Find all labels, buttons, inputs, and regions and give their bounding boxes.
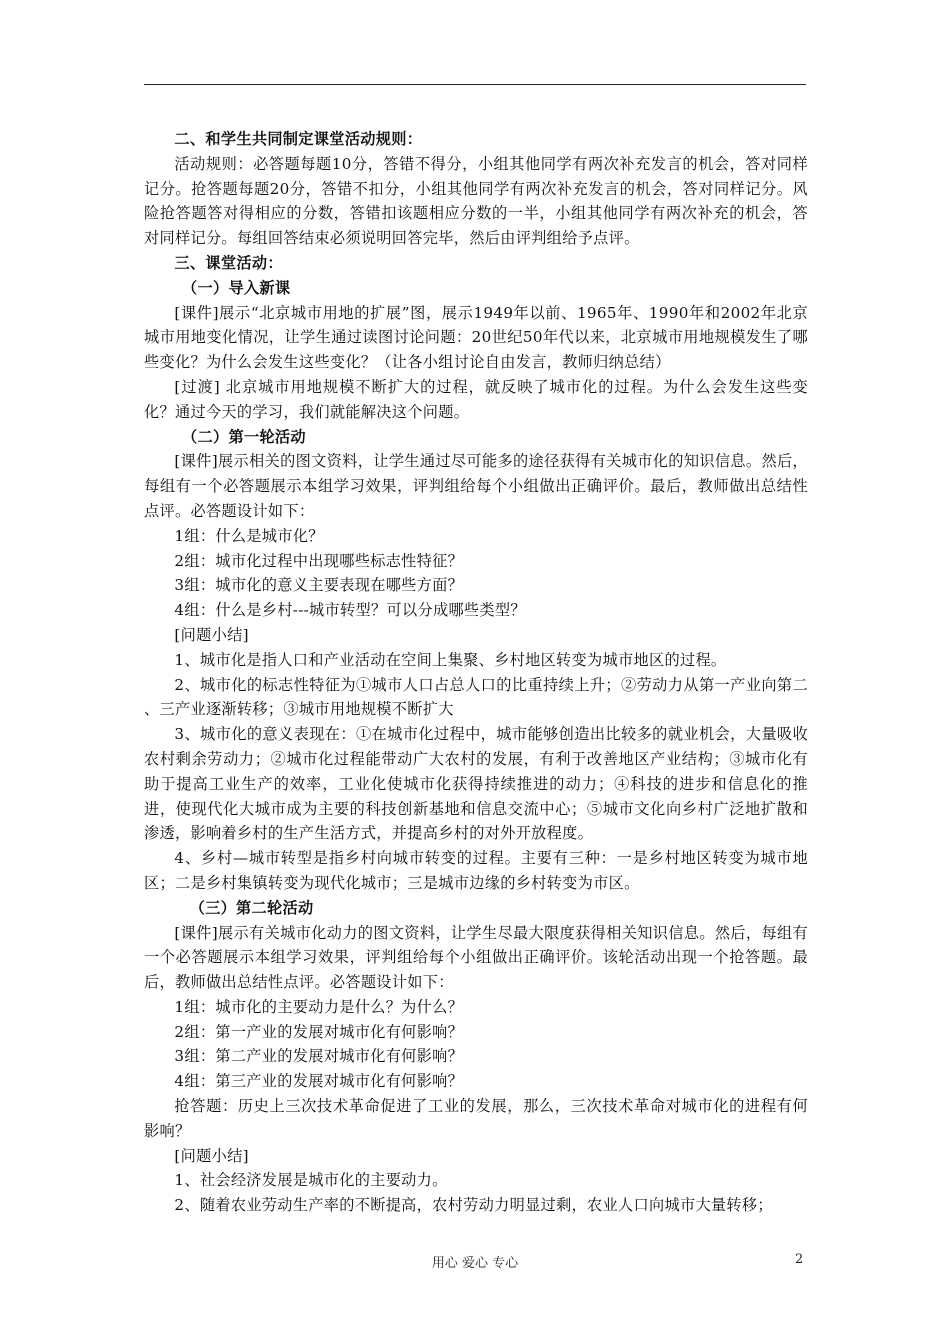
intro-paragraph-2: [过渡] 北京城市用地规模不断扩大的过程，就反映了城市化的过程。为什么会发生这些变化？通过今天的学习，我们就能解决这个问题。 <box>144 377 808 421</box>
round1-question-4: 4组：什么是乡村---城市转型？可以分成哪些类型？ <box>174 601 526 620</box>
round2-paragraph: [课件]展示有关城市化动力的图文资料，让学生尽最大限度获得相关知识信息。然后，每组有一个必答题展示本组学习效果，评判组给每个小组做出正确评价。该轮活动出现一个抢答题。最后，教师做出总结性点评。必答题设计如下： <box>144 923 808 992</box>
footer-motto: 用心 爱心 专心 <box>431 1256 519 1271</box>
subheading-intro: （一）导入新课 <box>182 278 291 297</box>
document-body <box>144 127 808 1218</box>
round2-question-1: 1组：城市化的主要动力是什么？为什么？ <box>174 997 464 1016</box>
page-number: 2 <box>795 1252 804 1267</box>
round2-question-2: 2组：第一产业的发展对城市化有何影响？ <box>174 1022 464 1041</box>
round2-summary-2: 2、随着农业劳动生产率的不断提高，农村劳动力明显过剩，农业人口向城市大量转移； <box>174 1196 773 1215</box>
round1-summary-4: 4、乡村—城市转型是指乡村向城市转变的过程。主要有三种：一是乡村地区转变为城市地区；二是乡村集镇转变为现代化城市；三是城市边缘的乡村转变为市区。 <box>144 849 808 892</box>
round2-question-4: 4组：第三产业的发展对城市化有何影响？ <box>174 1072 464 1091</box>
round2-summary-1: 1、社会经济发展是城市化的主要动力。 <box>174 1171 448 1190</box>
round2-question-3: 3组：第二产业的发展对城市化有何影响？ <box>174 1047 464 1066</box>
header-rule <box>144 84 806 85</box>
section-heading-activities: 三、课堂活动： <box>174 253 283 272</box>
subheading-round1: （二）第一轮活动 <box>182 427 306 446</box>
intro-paragraph-1: [课件]展示“北京城市用地的扩展”图，展示1949年以前、1965年、1990年和2002年北京城市用地变化情况，让学生通过读图讨论问题：20世纪50年代以来，北京城市用地规模发生了哪些变化？为什么会发生这些变化？（让各小组讨论自由发言，教师归纳总结） <box>144 303 808 372</box>
section-heading-rules: 二、和学生共同制定课堂活动规则： <box>174 130 423 148</box>
rules-paragraph: 活动规则：必答题每题10分，答错不得分，小组其他同学有两次补充发言的机会，答对同样记分。抢答题每题20分，答错不扣分，小组其他同学有两次补充发言的机会，答对同样记分。风险抢答题答对得相应的分数，答错扣该题相应分数的一半，小组其他同学有两次补充的机会，答对同样记分。每组回答结束必须说明回答完毕，然后由评判组给予点评。 <box>144 154 808 248</box>
round1-question-1: 1组：什么是城市化？ <box>174 526 324 545</box>
round1-summary-label: [问题小结] <box>174 625 249 644</box>
round1-question-2: 2组：城市化过程中出现哪些标志性特征？ <box>174 551 464 570</box>
round1-summary-2: 2、城市化的标志性特征为①城市人口占总人口的比重持续上升；②劳动力从第一产业向第二 、三产业逐渐转移；③城市用地规模不断扩大 <box>144 675 808 719</box>
round2-rush-question: 抢答题：历史上三次技术革命促进了工业的发展，那么，三次技术革命对城市化的进程有何影响？ <box>144 1097 808 1140</box>
round2-summary-label: [问题小结] <box>174 1146 249 1165</box>
round1-paragraph: [课件]展示相关的图文资料，让学生通过尽可能多的途径获得有关城市化的知识信息。然后，每组有一个必答题展示本组学习效果，评判组给每个小组做出正确评价。最后，教师做出总结性点评。必答题设计如下： <box>144 452 808 520</box>
round1-summary-1: 1、城市化是指人口和产业活动在空间上集聚、乡村地区转变为城市地区的过程。 <box>174 650 727 669</box>
round1-summary-3: 3、城市化的意义表现在：①在城市化过程中，城市能够创造出比较多的就业机会，大量吸收农村剩余劳动力；②城市化过程能带动广大农村的发展，有利于改善地区产业结构；③城市化有助于提高工业生产的效率，工业化使城市化获得持续推进的动力；④科技的进步和信息化的推进，使现代化大城市成为主要的科技创新基地和信息交流中心；⑤城市文化向乡村广泛地扩散和渗透，影响着乡村的生产生活方式，并提高乡村的对外开放程度。 <box>144 725 808 843</box>
subheading-round2: （三）第二轮活动 <box>189 898 314 917</box>
round1-question-3: 3组：城市化的意义主要表现在哪些方面？ <box>174 576 464 595</box>
